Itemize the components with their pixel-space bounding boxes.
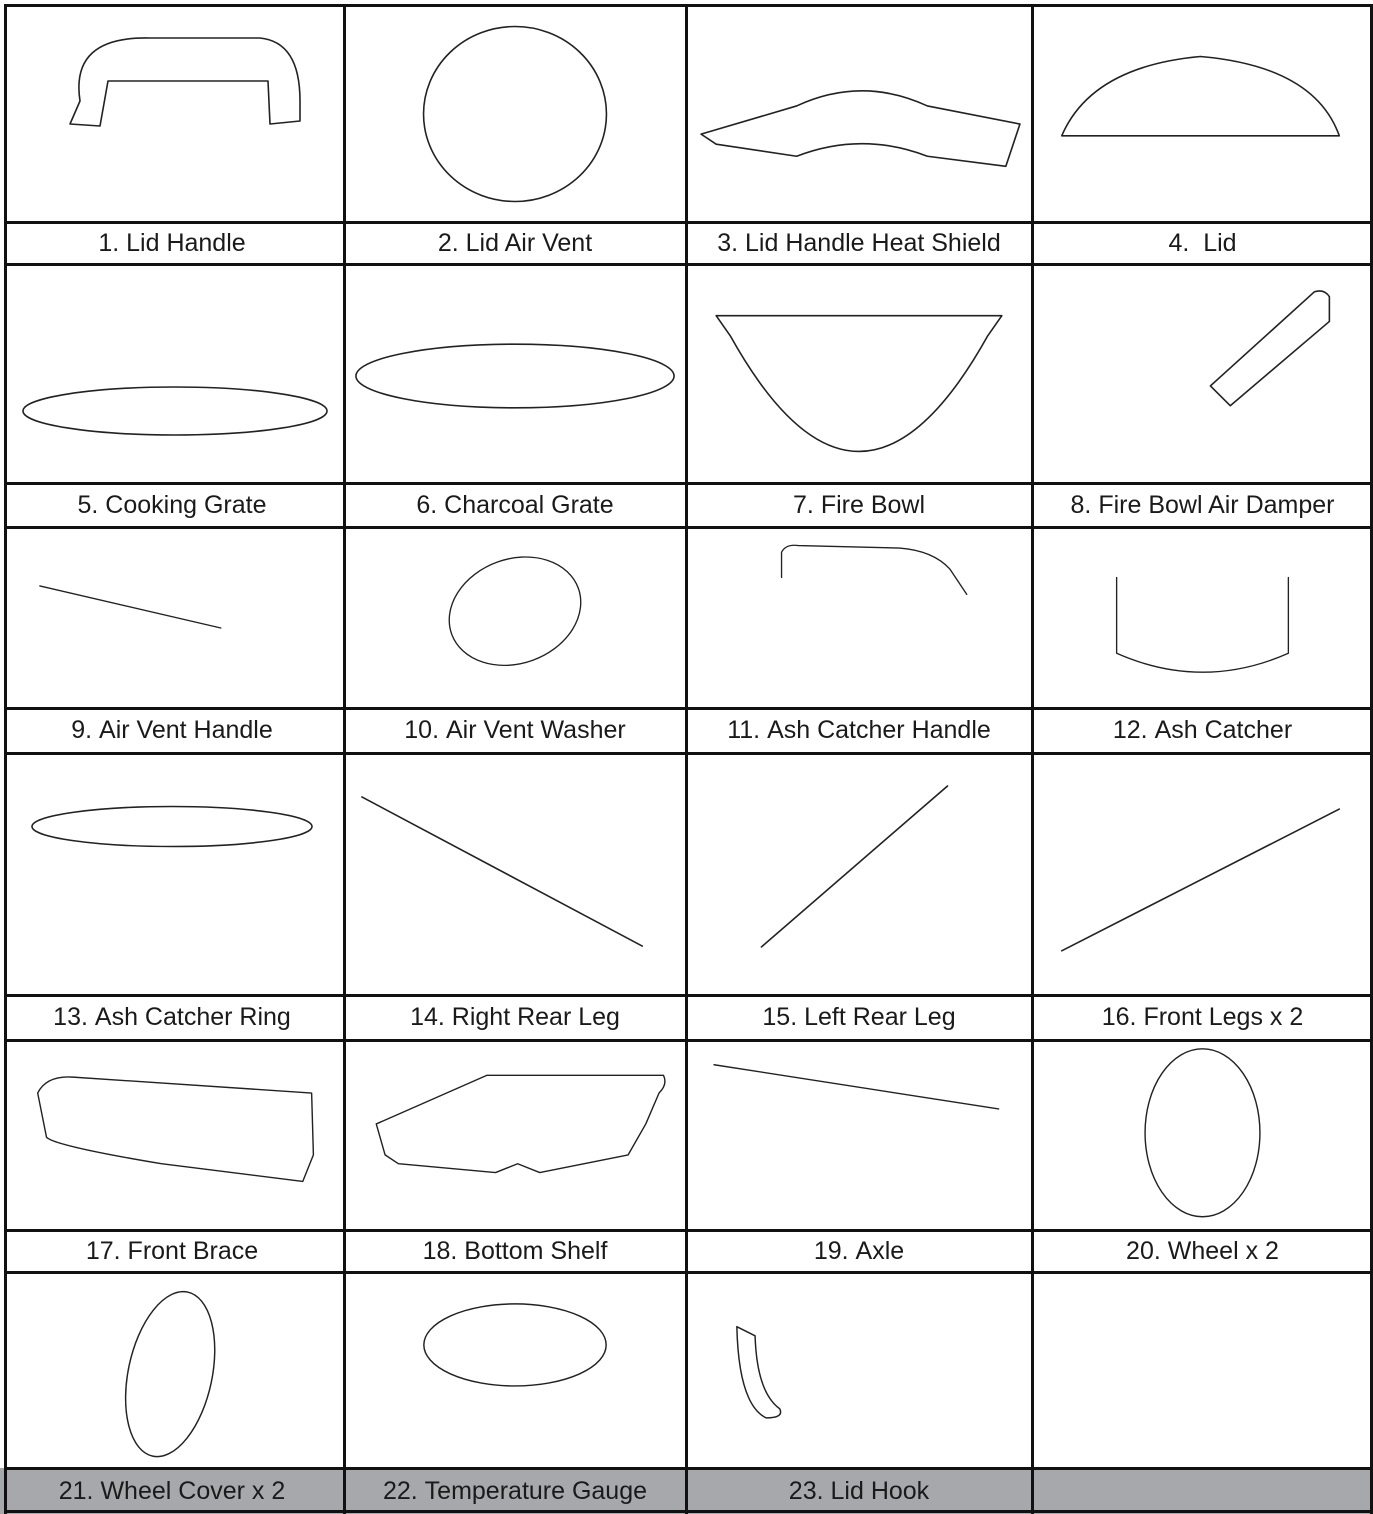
part-number: 3. <box>717 228 739 257</box>
charcoal-grate-drawing-svg <box>344 264 686 483</box>
part-number: 8. <box>1070 490 1092 519</box>
part-label <box>1032 708 1373 753</box>
part-label <box>1032 483 1373 527</box>
part-number: 22. <box>382 1476 418 1505</box>
wheel-drawing-svg <box>1032 1040 1373 1230</box>
part-number: 12. <box>1112 716 1148 744</box>
part-label <box>0 222 344 264</box>
ash-catcher-handle-drawing-svg <box>686 527 1032 708</box>
air-damper-drawing <box>1032 264 1373 483</box>
air-vent-handle-drawing-svg <box>0 527 344 708</box>
part-name: Left Rear Leg <box>804 1003 956 1031</box>
part-number: 20. <box>1126 1236 1161 1265</box>
air-vent-handle-drawing <box>0 527 344 708</box>
ash-catcher-ring-drawing <box>0 753 344 995</box>
ash-catcher-drawing-svg <box>1032 527 1373 708</box>
part-name: Fire Bowl <box>820 490 925 519</box>
part-label <box>0 1230 344 1272</box>
part-number: 16. <box>1101 1003 1137 1031</box>
part-number: 2. <box>437 228 459 257</box>
label-divider <box>4 707 1373 710</box>
lid-air-vent-drawing-svg <box>344 5 686 222</box>
wheel-drawing <box>1032 1040 1373 1230</box>
part-label <box>0 708 344 753</box>
ash-catcher-ring-drawing-svg <box>0 753 344 995</box>
label-divider <box>4 482 1373 485</box>
part-label <box>344 1468 686 1514</box>
part-name: Bottom Shelf <box>464 1236 608 1265</box>
row-divider <box>4 526 1373 529</box>
lid-hook-drawing <box>686 1272 1032 1468</box>
row-divider <box>4 1039 1373 1042</box>
wheel-cover-drawing-svg <box>0 1272 344 1468</box>
part-label <box>686 483 1032 527</box>
part-label <box>686 995 1032 1040</box>
front-leg-drawing <box>1032 753 1373 995</box>
axle-drawing-svg <box>686 1040 1032 1230</box>
row-divider <box>4 1271 1373 1274</box>
empty-image-cell <box>1032 1272 1373 1468</box>
bottom-border <box>4 1510 1373 1513</box>
front-leg-drawing-svg <box>1032 753 1373 995</box>
part-name: Wheel Cover x 2 <box>100 1476 286 1505</box>
front-brace-drawing <box>0 1040 344 1230</box>
part-number: 21. <box>58 1476 94 1505</box>
left-rear-leg-drawing <box>686 753 1032 995</box>
part-label <box>1032 995 1373 1040</box>
part-label <box>344 222 686 264</box>
part-number: 19. <box>813 1236 849 1265</box>
part-label <box>686 222 1032 264</box>
left-rear-leg-drawing-svg <box>686 753 1032 995</box>
column-divider <box>4 5 7 1514</box>
air-damper-drawing-svg <box>1032 264 1373 483</box>
column-divider <box>343 5 346 1514</box>
part-label <box>686 708 1032 753</box>
label-divider <box>4 994 1373 997</box>
part-number: 13. <box>53 1003 88 1031</box>
part-number: 15. <box>762 1003 798 1031</box>
part-label <box>344 483 686 527</box>
part-name: Lid Air Vent <box>465 228 593 257</box>
part-name: Ash Catcher <box>1154 716 1293 744</box>
part-name: Charcoal Grate <box>444 490 614 519</box>
part-label <box>0 483 344 527</box>
part-number: 5. <box>77 490 99 519</box>
part-label <box>686 1468 1032 1514</box>
lid-hook-drawing-svg <box>686 1272 1032 1468</box>
part-number: 14. <box>410 1003 445 1031</box>
part-number: 9. <box>71 716 93 744</box>
part-label <box>1032 222 1373 264</box>
part-name: Right Rear Leg <box>451 1003 620 1031</box>
part-number: 10. <box>404 716 440 744</box>
part-label <box>0 995 344 1040</box>
part-name: Lid Handle <box>126 228 246 257</box>
front-brace-drawing-svg <box>0 1040 344 1230</box>
part-name: Axle <box>855 1236 905 1265</box>
part-number: 1. <box>98 228 120 257</box>
part-label <box>686 1230 1032 1272</box>
fire-bowl-drawing-svg <box>686 264 1032 483</box>
cooking-grate-drawing <box>0 264 344 483</box>
part-name: Front Brace <box>127 1236 259 1265</box>
lid-handle-drawing <box>0 5 344 222</box>
part-name: Wheel x 2 <box>1167 1236 1279 1265</box>
heat-shield-drawing <box>686 5 1032 222</box>
label-divider <box>4 221 1373 224</box>
part-label <box>344 708 686 753</box>
washer-drawing-svg <box>344 527 686 708</box>
column-divider <box>1031 5 1034 1514</box>
part-label <box>344 1230 686 1272</box>
part-number: 7. <box>793 490 814 519</box>
part-name: Lid Hook <box>830 1476 930 1505</box>
empty-svg <box>1032 1272 1373 1468</box>
part-name: Air Vent Washer <box>446 716 626 744</box>
part-number: 4. <box>1168 228 1190 257</box>
lid-air-vent-drawing <box>344 5 686 222</box>
part-name: Cooking Grate <box>105 490 267 519</box>
washer-drawing <box>344 527 686 708</box>
row-divider <box>4 263 1373 266</box>
part-number: 11. <box>727 716 761 744</box>
axle-drawing <box>686 1040 1032 1230</box>
ash-catcher-drawing <box>1032 527 1373 708</box>
part-number: 6. <box>416 490 438 519</box>
column-divider <box>685 5 688 1514</box>
part-label <box>1032 1230 1373 1272</box>
part-number: 17. <box>85 1236 121 1265</box>
lid-handle-drawing-svg <box>0 5 344 222</box>
heat-shield-drawing-svg <box>686 5 1032 222</box>
part-name: Fire Bowl Air Damper <box>1098 490 1335 519</box>
part-name: Lid Handle Heat Shield <box>745 228 1001 257</box>
wheel-cover-drawing <box>0 1272 344 1468</box>
temperature-gauge-drawing <box>344 1272 686 1468</box>
part-label <box>1032 1468 1373 1514</box>
right-rear-leg-drawing-svg <box>344 753 686 995</box>
part-name: Lid <box>1196 228 1237 257</box>
row-divider <box>4 4 1373 7</box>
charcoal-grate-drawing <box>344 264 686 483</box>
part-number: 23. <box>788 1476 824 1505</box>
lid-drawing <box>1032 5 1373 222</box>
cooking-grate-drawing-svg <box>0 264 344 483</box>
label-divider <box>4 1229 1373 1232</box>
part-number: 18. <box>422 1236 458 1265</box>
fire-bowl-drawing <box>686 264 1032 483</box>
part-name: Temperature Gauge <box>424 1476 648 1505</box>
right-rear-leg-drawing <box>344 753 686 995</box>
part-name: Ash Catcher Ring <box>94 1003 291 1031</box>
part-label <box>0 1468 344 1514</box>
temperature-gauge-drawing-svg <box>344 1272 686 1468</box>
label-divider <box>4 1467 1373 1470</box>
ash-catcher-handle-drawing <box>686 527 1032 708</box>
part-name: Ash Catcher Handle <box>767 716 991 744</box>
row-divider <box>4 752 1373 755</box>
part-name: Air Vent Handle <box>99 716 273 744</box>
part-label <box>344 995 686 1040</box>
lid-drawing-svg <box>1032 5 1373 222</box>
bottom-shelf-drawing-svg <box>344 1040 686 1230</box>
part-name: Front Legs x 2 <box>1143 1003 1304 1031</box>
bottom-shelf-drawing <box>344 1040 686 1230</box>
